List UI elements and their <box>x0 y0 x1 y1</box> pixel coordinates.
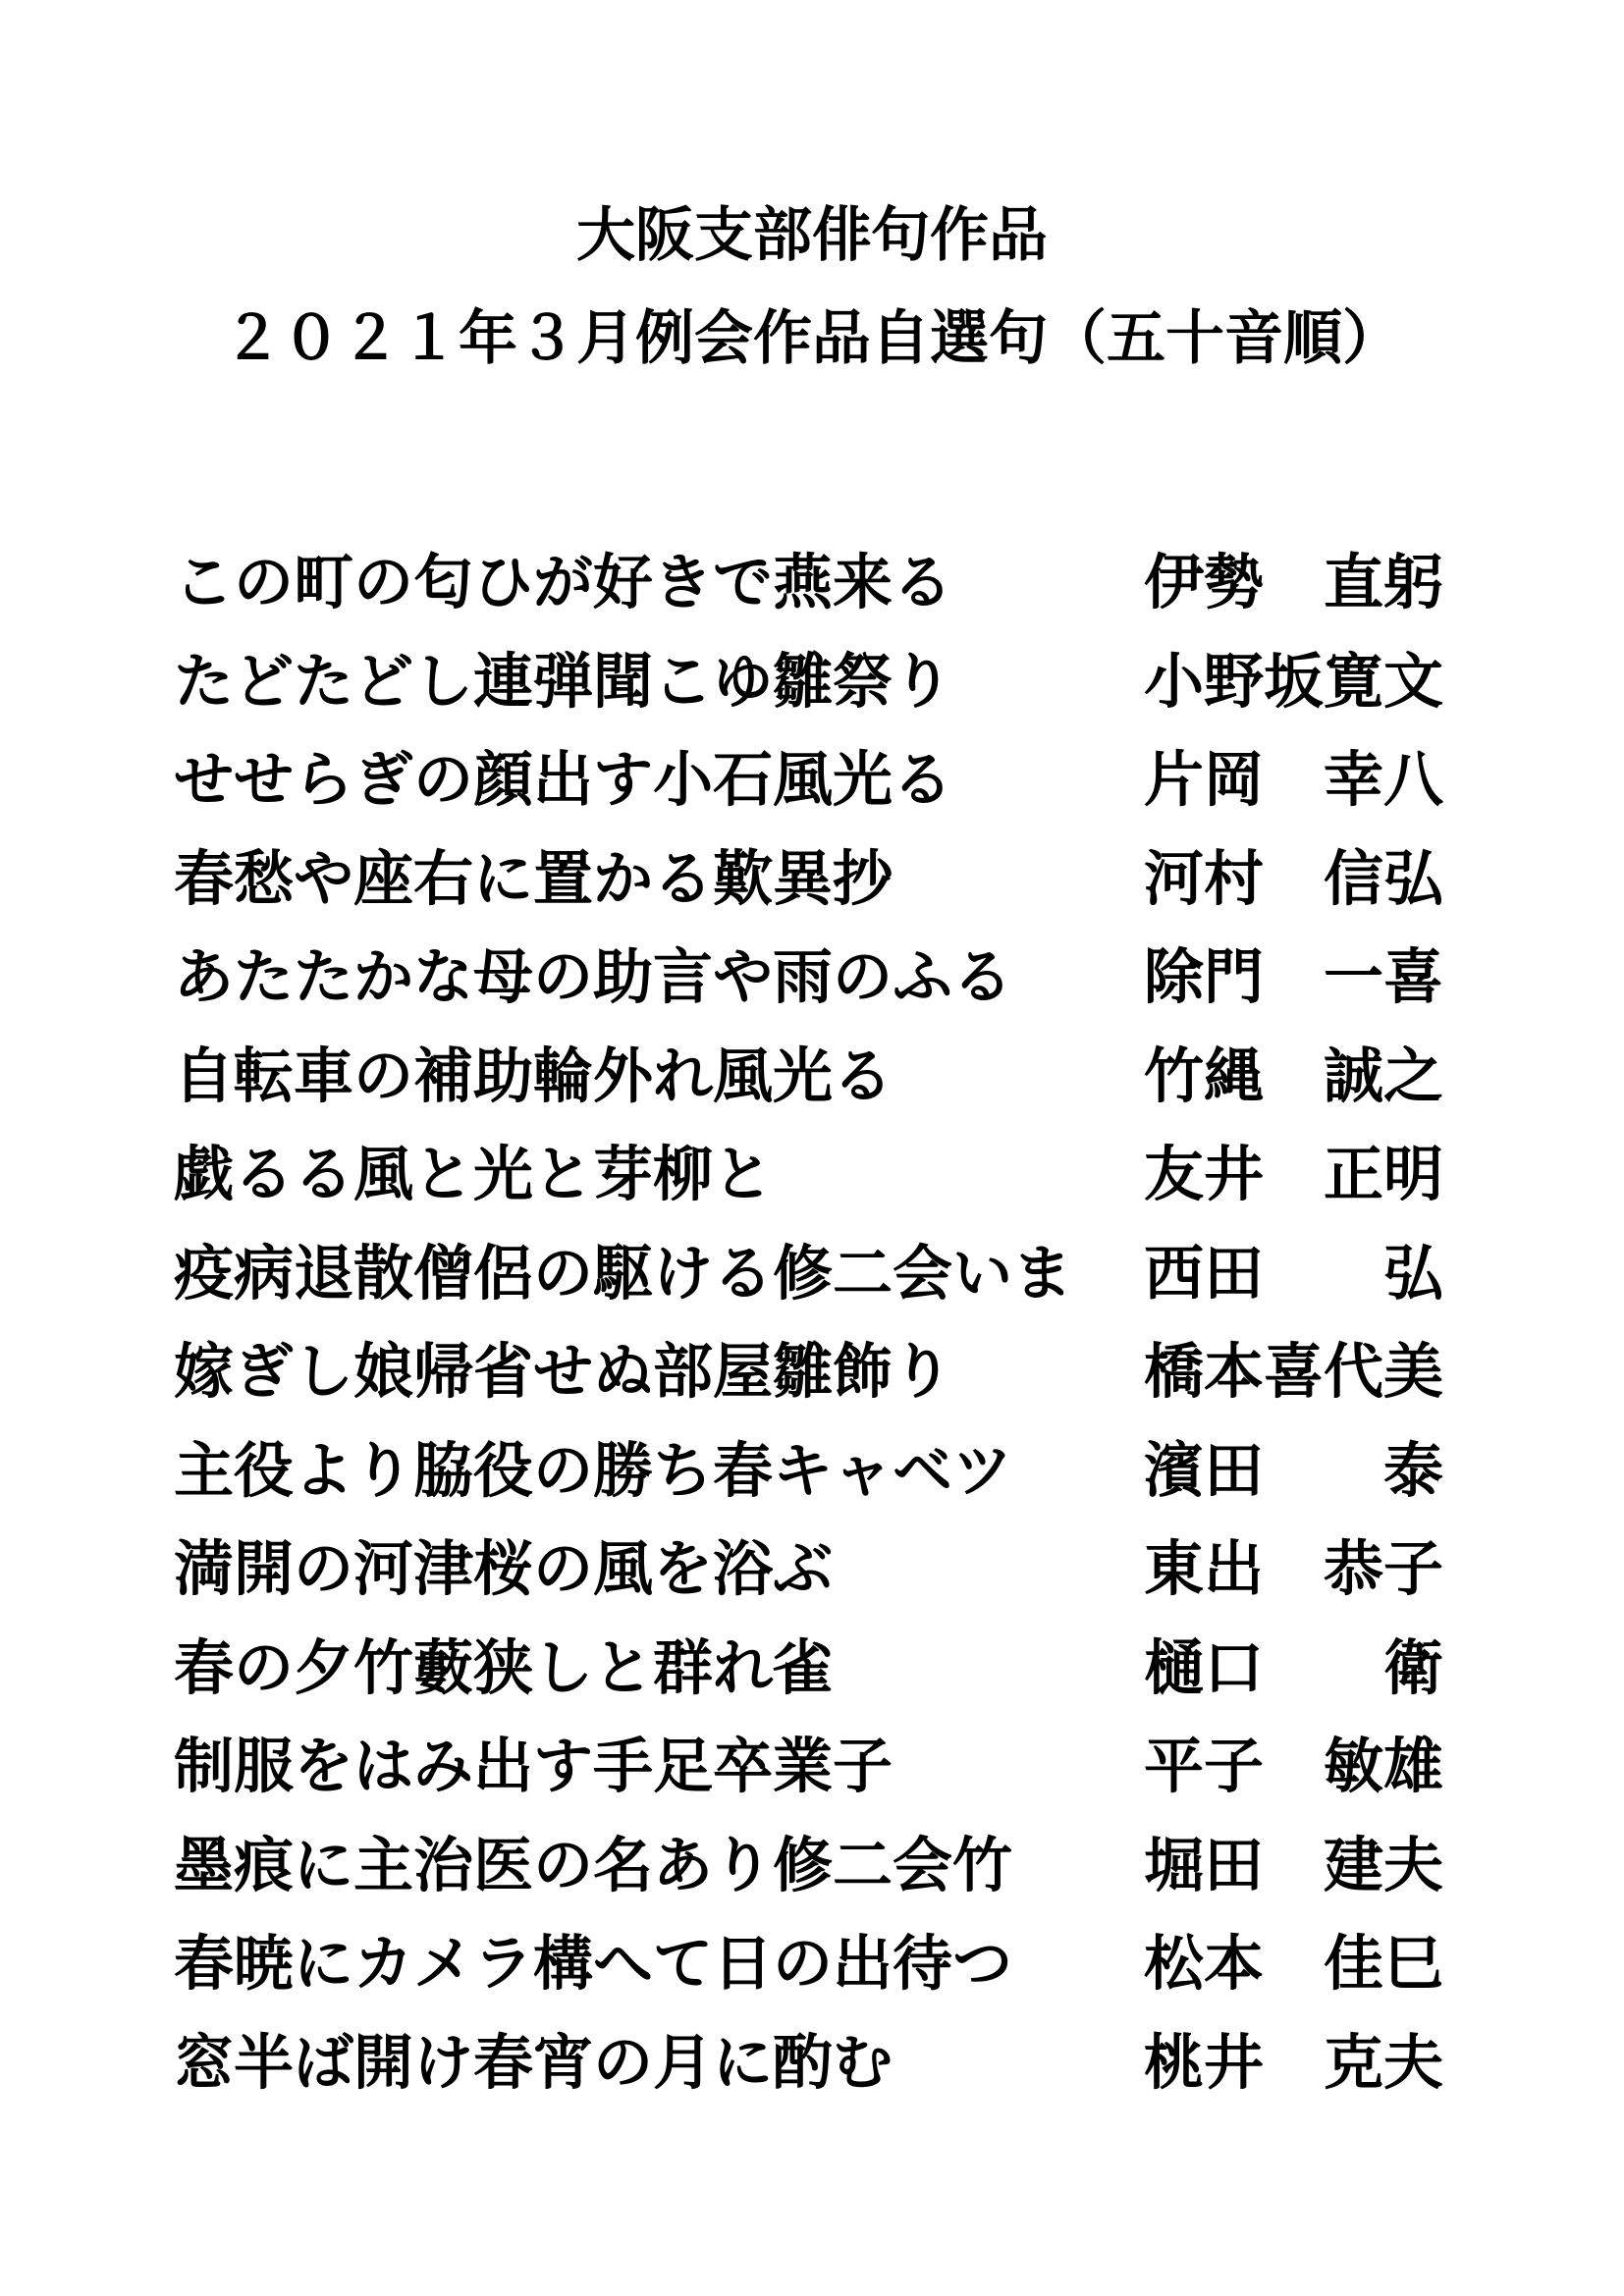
haiku-author: 河村 信弘 <box>1144 843 1444 914</box>
haiku-row <box>0 1422 1624 1522</box>
haiku-text: この町の匂ひが好きで燕来る <box>174 548 953 617</box>
haiku-text: 春の夕竹藪狭しと群れ雀 <box>174 1632 834 1703</box>
haiku-row <box>0 1718 1624 1817</box>
haiku-text: 窓半ば開け春宵の月に酌む <box>174 2027 893 2098</box>
haiku-author: 濱田 泰 <box>1144 1435 1444 1506</box>
haiku-text: 疫病退散僧侶の駆ける修二会いま <box>174 1238 1073 1308</box>
haiku-author: 除門 一喜 <box>1144 942 1444 1012</box>
haiku-text: 満開の河津桜の風を浴ぶ <box>174 1534 834 1604</box>
haiku-row <box>0 1225 1624 1324</box>
haiku-author: 友井 正明 <box>1144 1140 1444 1209</box>
haiku-row <box>0 731 1624 830</box>
haiku-list <box>0 534 1624 2112</box>
haiku-row <box>0 1323 1624 1422</box>
haiku-row <box>0 1126 1624 1225</box>
haiku-row <box>0 2014 1624 2113</box>
haiku-text: 主役より脇役の勝ち春キャベツ <box>174 1435 1013 1506</box>
haiku-row <box>0 1028 1624 1127</box>
haiku-row <box>0 1817 1624 1916</box>
haiku-text: 春暁にカメラ構へて日の出待つ <box>174 1929 1013 1999</box>
haiku-text: せせらぎの顔出す小石風光る <box>174 745 953 815</box>
haiku-author: 松本 佳巳 <box>1144 1929 1444 1999</box>
haiku-text: 春愁や座右に置かる歎異抄 <box>174 843 893 914</box>
haiku-author: 平子 敏雄 <box>1144 1732 1444 1801</box>
haiku-author: 堀田 建夫 <box>1144 1830 1444 1900</box>
haiku-text: 嫁ぎし娘帰省せぬ部屋雛飾り <box>174 1337 953 1407</box>
haiku-author: 東出 恭子 <box>1144 1534 1444 1604</box>
haiku-text: 戯るる風と光と芽柳と <box>174 1140 774 1209</box>
haiku-author: 小野坂寛文 <box>1144 646 1444 717</box>
page-title: 大阪支部俳句作品 <box>576 201 1048 270</box>
haiku-author: 竹縄 誠之 <box>1144 1041 1444 1111</box>
haiku-author: 片岡 幸八 <box>1144 745 1444 815</box>
haiku-row <box>0 830 1624 930</box>
haiku-text: 墨痕に主治医の名あり修二会竹 <box>174 1830 1013 1900</box>
page-subtitle: ２０２１年３月例会作品自選句（五十音順） <box>223 304 1401 373</box>
haiku-author: 樋口 衛 <box>1144 1632 1444 1703</box>
haiku-text: 自転車の補助輪外れ風光る <box>174 1041 893 1111</box>
haiku-row <box>0 534 1624 633</box>
haiku-author: 橋本喜代美 <box>1144 1337 1444 1407</box>
haiku-row <box>0 633 1624 732</box>
haiku-author: 西田 弘 <box>1144 1238 1444 1308</box>
haiku-author: 伊勢 直躬 <box>1144 548 1444 617</box>
haiku-text: たどたどし連弾聞こゆ雛祭り <box>174 646 953 717</box>
haiku-row <box>0 1915 1624 2014</box>
haiku-text: あたたかな母の助言や雨のふる <box>174 942 1013 1012</box>
haiku-row <box>0 929 1624 1028</box>
haiku-row <box>0 1521 1624 1620</box>
haiku-row <box>0 1620 1624 1719</box>
haiku-text: 制服をはみ出す手足卒業子 <box>174 1732 893 1801</box>
haiku-author: 桃井 克夫 <box>1144 2027 1444 2098</box>
